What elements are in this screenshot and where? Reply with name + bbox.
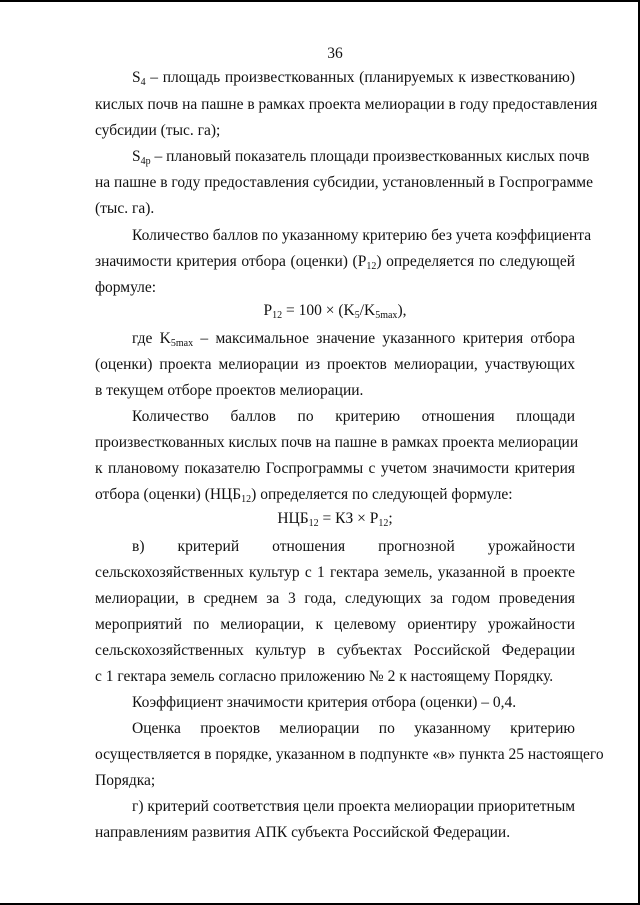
formula-p12: $P_{12} = 100 \times (K_5/K_{5max})$, [263,302,407,321]
paragraph-score-line-3: формуле: [95,279,157,296]
paragraph-evaluation-line-3: Порядка; [95,772,156,789]
paragraph-criterion-v-line-1: в) критерий отношения прогнозной урожайности [132,538,575,555]
paragraph-criterion-v-line-2: сельскохозяйственных культур с 1 гектара земель, указанной в проекте [95,564,575,581]
page-border-top [0,0,640,2]
paragraph-criterion-g-line-1: г) критерий соответствия цели проекта мелиорации приоритетным [132,798,576,815]
paragraph-score-line-2: значимости критерия отбора (оценки) $(P_{12})$ определяется по следующей [95,253,575,272]
paragraph-k5max-line-3: в текущем отборе проектов мелиорации. [95,382,364,399]
paragraph-coefficient: Коэффициент значимости критерия отбора (оценки) – 0,4. [132,694,517,711]
paragraph-s4p-line-2: на пашне в году предоставления субсидии, установленный в Госпрограмме [95,174,593,191]
formula-ncb12: $НЦБ_{12}$ = КЗ × $P_{12}$; [277,510,393,529]
paragraph-criterion-v-line-3: мелиорации, в среднем за 3 года, следующих за годом проведения [95,590,575,607]
paragraph-ratio-line-2: произвесткованных кислых почв на пашне в рамках проекта мелиорации [95,434,579,451]
paragraph-ratio-line-4: отбора (оценки) $(НЦБ_{12})$ определяется по следующей формуле: [95,486,513,505]
paragraph-s4p-line-1: $S_{4р}$ – плановый показатель площади произвесткованных кислых почв [132,148,590,167]
paragraph-k5max-line-2: (оценки) проекта мелиорации из проектов мелиорации, участвующих [95,356,575,373]
paragraph-criterion-v-line-4: мероприятий по мелиорации, к целевому ориентиру урожайности [95,616,575,633]
paragraph-s4-line-2: кислых почв на пашне в рамках проекта мелиорации в году предоставления [95,96,598,113]
paragraph-criterion-v-line-5: сельскохозяйственных культур в субъектах Российской Федерации [95,642,575,659]
page-number: 36 [327,45,343,62]
paragraph-s4-line-1: $S_4$ – площадь произвесткованных (планируемых к известкованию) [132,69,575,88]
paragraph-k5max-line-1: где $K_{5max}$ – максимальное значение указанного критерия отбора [132,330,575,349]
paragraph-ratio-line-1: Количество баллов по критерию отношения площади [132,408,575,425]
paragraph-criterion-v-line-6: с 1 гектара земель согласно приложению № 2 к настоящему Порядку. [95,668,554,685]
paragraph-evaluation-line-1: Оценка проектов мелиорации по указанному критерию [132,720,575,737]
paragraph-s4-line-3: субсидии (тыс. га); [95,122,221,139]
paragraph-evaluation-line-2: осуществляется в порядке, указанном в подпункте «в» пункта 25 настоящего [95,746,604,763]
paragraph-criterion-g-line-2: направлениям развития АПК субъекта Российской Федерации. [95,824,511,841]
paragraph-s4p-line-3: (тыс. га). [95,200,155,217]
paragraph-score-line-1: Количество баллов по указанному критерию без учета коэффициента [132,227,592,244]
paragraph-ratio-line-3: к плановому показателю Госпрограммы с учетом значимости критерия [95,460,575,477]
